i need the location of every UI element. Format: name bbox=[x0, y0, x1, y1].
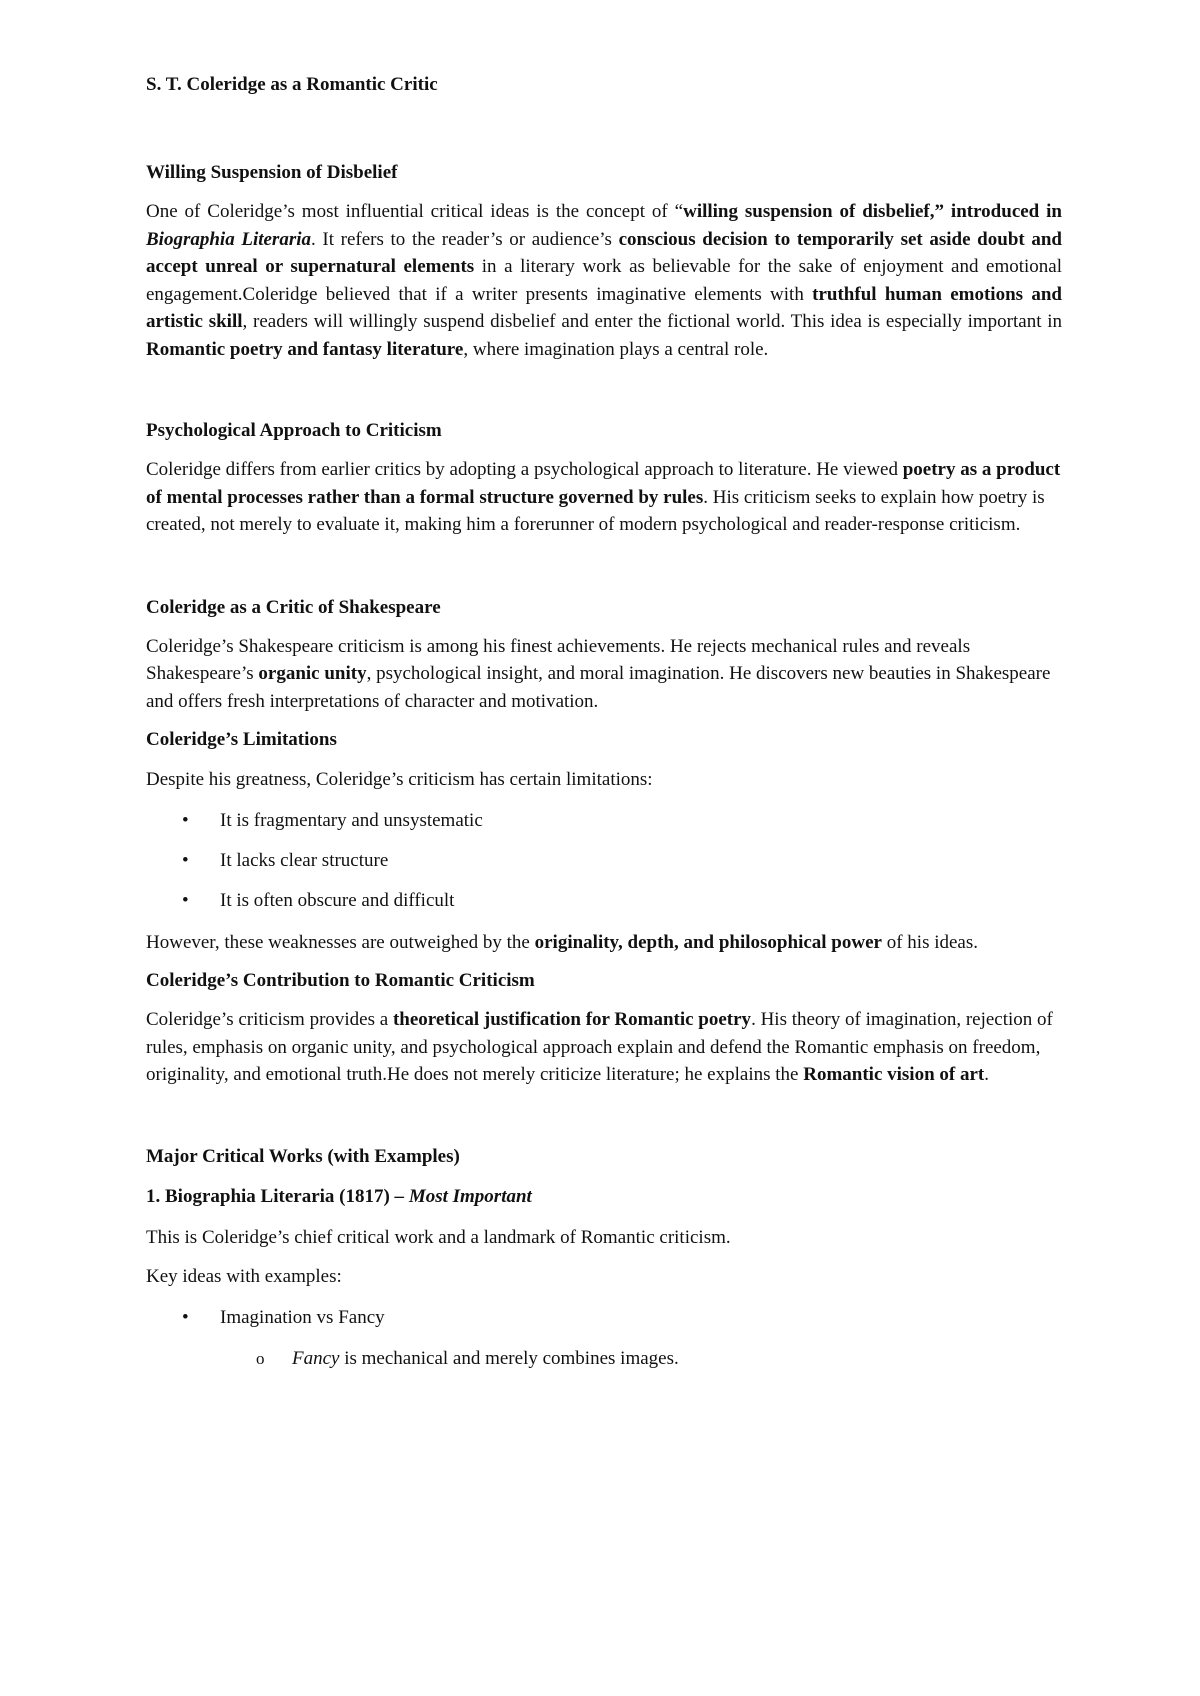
section-heading-psychological-approach: Psychological Approach to Criticism bbox=[146, 420, 442, 441]
paragraph-limitations-conclusion: However, these weaknesses are outweighed by the originality, depth, and philosophical power of his ideas. bbox=[146, 931, 979, 953]
section-heading-shakespeare: Coleridge as a Critic of Shakespeare bbox=[146, 596, 441, 618]
paragraph-willing-suspension: One of Coleridge’s most influential critical ideas is the concept of “willing suspension of disbelief,” introduced in Biographia Literaria. It refers to the reader’s or audience’s conscious decision to temporarily set aside doubt and accept unreal or supernatural elements in a literary work as believable for the sake of enjoyment and emotional engagement.Coleridge believed that if a writer presents imaginative elements with truthful human emotions and artistic skill, readers will willingly suspend disbelief and enter the fictional world. This idea is especially important in Romantic poetry and fantasy literature, where imagination plays a central role. bbox=[146, 201, 1062, 360]
paragraph-shakespeare: Coleridge’s Shakespeare criticism is among his finest achievements. He rejects mechanical rules and reveals Shakespeare’s organic unity, psychological insight, and moral imagination. He discovers new beauties in Shakespeare and offers fresh interpretations of character and motivation. bbox=[146, 635, 1051, 712]
subheading-biographia: 1. Biographia Literaria (1817) – Most Important bbox=[146, 1185, 532, 1207]
key-ideas-list bbox=[146, 1305, 1062, 1331]
section-heading-limitations: Coleridge’s Limitations bbox=[146, 729, 337, 750]
section-heading-major-works: Major Critical Works (with Examples) bbox=[146, 1145, 460, 1167]
list-item: • It is fragmentary and unsystematic bbox=[146, 808, 1062, 834]
paragraph-biographia-intro: This is Coleridge’s chief critical work and a landmark of Romantic criticism. bbox=[146, 1226, 731, 1248]
list-item: • Imagination vs Fancy bbox=[146, 1305, 1062, 1331]
section-heading-willing-suspension: Willing Suspension of Disbelief bbox=[146, 162, 398, 183]
paragraph-psychological-approach: Coleridge differs from earlier critics by adopting a psychological approach to literature. He viewed poetry as a product of mental processes rather than a formal structure governed by rules. His criticism seeks to explain how poetry is created, not merely to evaluate it, making him a forerunner of modern psychological and reader-response criticism. bbox=[146, 459, 1061, 535]
list-item: o Fancy is mechanical and merely combines images. bbox=[146, 1346, 1062, 1372]
limitations-list bbox=[146, 808, 1062, 914]
document-title: S. T. Coleridge as a Romantic Critic bbox=[146, 74, 438, 95]
key-ideas-sublist bbox=[146, 1346, 1062, 1372]
paragraph-limitations-intro: Despite his greatness, Coleridge’s criticism has certain limitations: bbox=[146, 769, 653, 790]
list-item: • It is often obscure and difficult bbox=[146, 888, 1062, 914]
section-heading-contribution: Coleridge’s Contribution to Romantic Criticism bbox=[146, 970, 535, 991]
list-item: • It lacks clear structure bbox=[146, 848, 1062, 874]
paragraph-key-ideas: Key ideas with examples: bbox=[146, 1266, 342, 1287]
paragraph-contribution: Coleridge’s criticism provides a theoretical justification for Romantic poetry. His theory of imagination, rejection of rules, emphasis on organic unity, and psychological approach explain and defend the Romantic emphasis on freedom, originality, and emotional truth.He does not merely criticize literature; he explains the Romantic vision of art. bbox=[146, 1009, 1053, 1085]
